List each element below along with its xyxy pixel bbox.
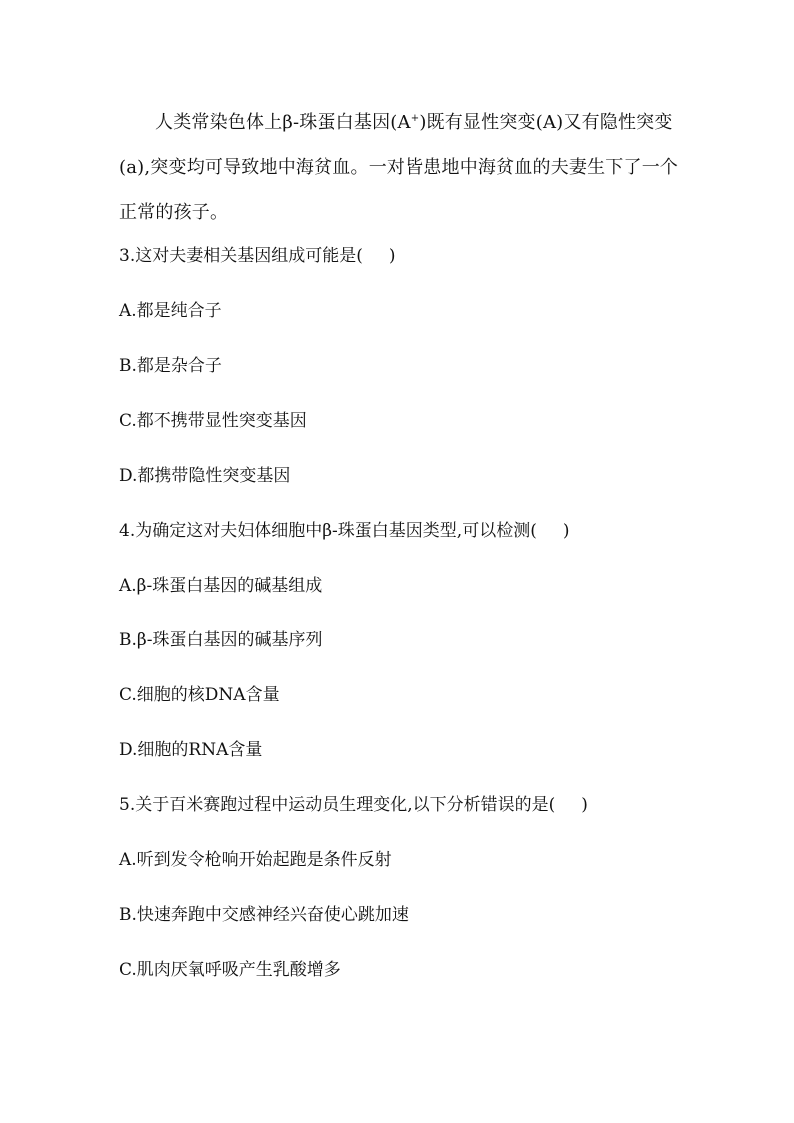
passage-text-part2: )既有显性突变(A)又有隐性突变(a),突变均可导致地中海贫血。一对皆患地中海贫血的夫妻生下了一个正常的孩子。 — [119, 112, 679, 223]
question-4-option-c: C.细胞的核DNA含量 — [119, 685, 280, 705]
passage-paragraph — [119, 100, 689, 235]
question-3-option-b: B.都是杂合子 — [119, 356, 222, 376]
question-5-option-c: C.肌肉厌氧呼吸产生乳酸增多 — [119, 960, 341, 980]
question-4-option-d: D.细胞的RNA含量 — [119, 740, 263, 760]
question-4-option-a: A.β-珠蛋白基因的碱基组成 — [119, 576, 323, 596]
question-3-option-c: C.都不携带显性突变基因 — [119, 411, 307, 431]
question-3-option-a: A.都是纯合子 — [119, 301, 222, 321]
question-5-stem: 5.关于百米赛跑过程中运动员生理变化,以下分析错误的是( ) — [119, 795, 588, 815]
question-4-stem: 4.为确定这对夫妇体细胞中β-珠蛋白基因类型,可以检测( ) — [119, 521, 570, 541]
passage-text-part1: 人类常染色体上β-珠蛋白基因(A — [155, 112, 411, 133]
question-5-option-b: B.快速奔跑中交感神经兴奋使心跳加速 — [119, 905, 409, 925]
question-3-option-d: D.都携带隐性突变基因 — [119, 466, 291, 486]
passage-superscript: + — [410, 113, 420, 124]
question-3-stem: 3.这对夫妻相关基因组成可能是( ) — [119, 246, 396, 266]
question-5-option-a: A.听到发令枪响开始起跑是条件反射 — [119, 850, 392, 870]
question-4-option-b: B.β-珠蛋白基因的碱基序列 — [119, 630, 323, 650]
